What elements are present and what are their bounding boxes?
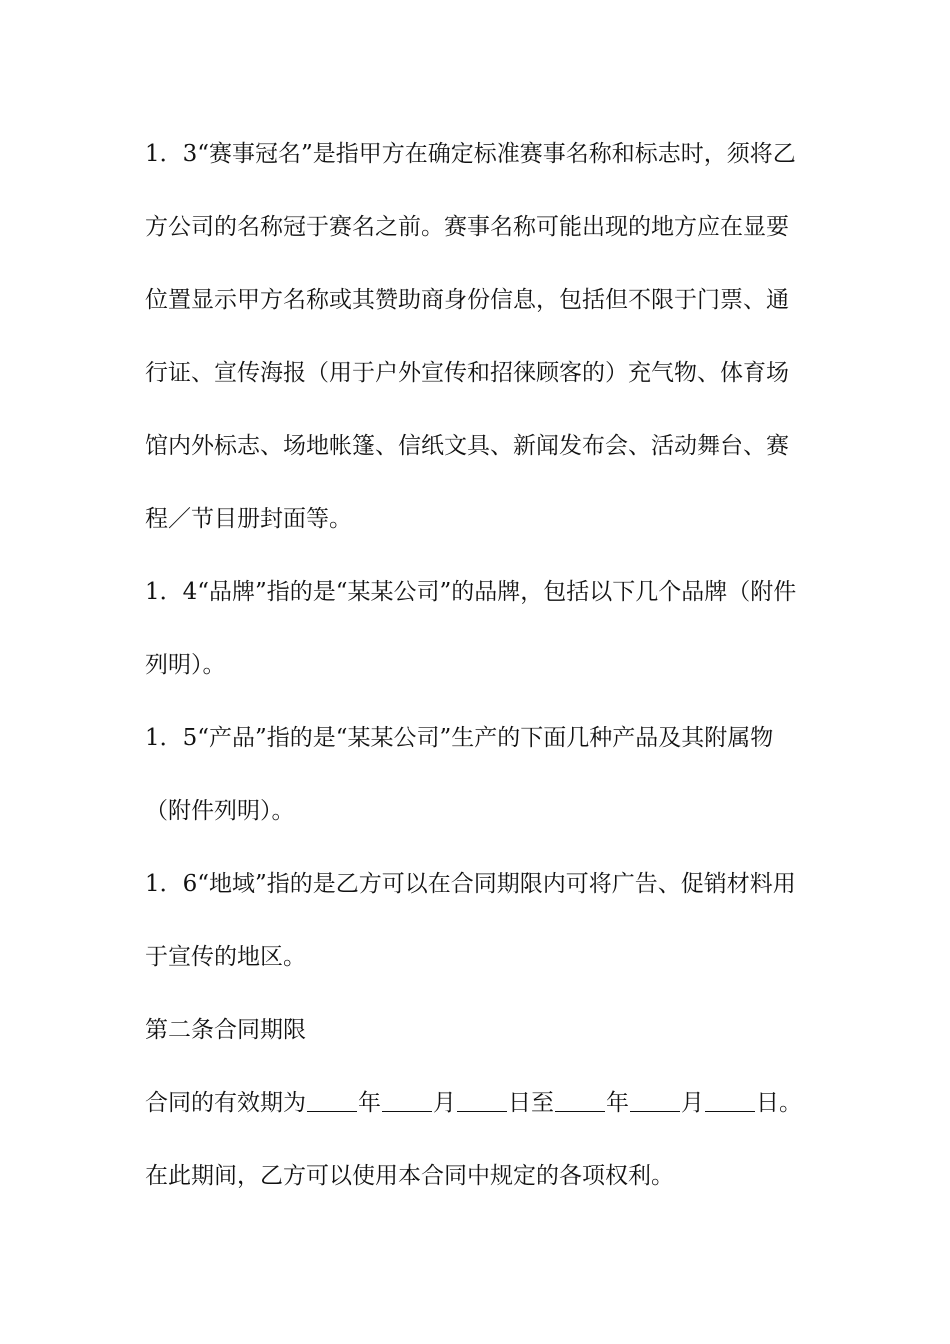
clause-1-6: 1．6“地域”指的是乙方可以在合同期限内可将广告、促销材料用于宣传的地区。 <box>145 871 796 970</box>
start-year-label: 年 <box>358 1090 381 1116</box>
start-year-blank <box>307 1091 357 1112</box>
start-day-label: 日至 <box>508 1090 554 1116</box>
clause-1-4: 1．4“品牌”指的是“某某公司”的品牌，包括以下几个品牌（附件列明）。 <box>145 579 797 678</box>
term-rights-sentence: 在此期间，乙方可以使用本合同中规定的各项权利。 <box>145 1163 674 1189</box>
start-month-label: 月 <box>433 1090 456 1116</box>
clause-1-5: 1．5“产品”指的是“某某公司”生产的下面几种产品及其附属物（附件列明）。 <box>145 725 774 824</box>
document-body <box>145 118 810 1213</box>
end-year-blank <box>555 1091 605 1112</box>
end-month-label: 月 <box>681 1090 704 1116</box>
start-day-blank <box>457 1091 507 1112</box>
end-day-blank <box>705 1091 755 1112</box>
end-year-label: 年 <box>606 1090 629 1116</box>
term-prefix: 合同的有效期为 <box>145 1090 306 1116</box>
clause-1-3: 1．3“赛事冠名”是指甲方在确定标准赛事名称和标志时，须将乙方公司的名称冠于赛名之前。赛事名称可能出现的地方应在显要位置显示甲方名称或其赞助商身份信息，包括但不限于门票、通行证、宣传海报（用于户外宣传和招徕顾客的）充气物、体育场馆内外标志、场地帐篷、信纸文具、新闻发布会、活动舞台、赛程／节目册封面等。 <box>145 141 796 532</box>
contract-term-line <box>145 1067 810 1140</box>
end-month-blank <box>630 1091 680 1112</box>
article-2-heading: 第二条合同期限 <box>145 1017 306 1043</box>
start-month-blank <box>382 1091 432 1112</box>
end-day-label: 日。 <box>756 1090 802 1116</box>
